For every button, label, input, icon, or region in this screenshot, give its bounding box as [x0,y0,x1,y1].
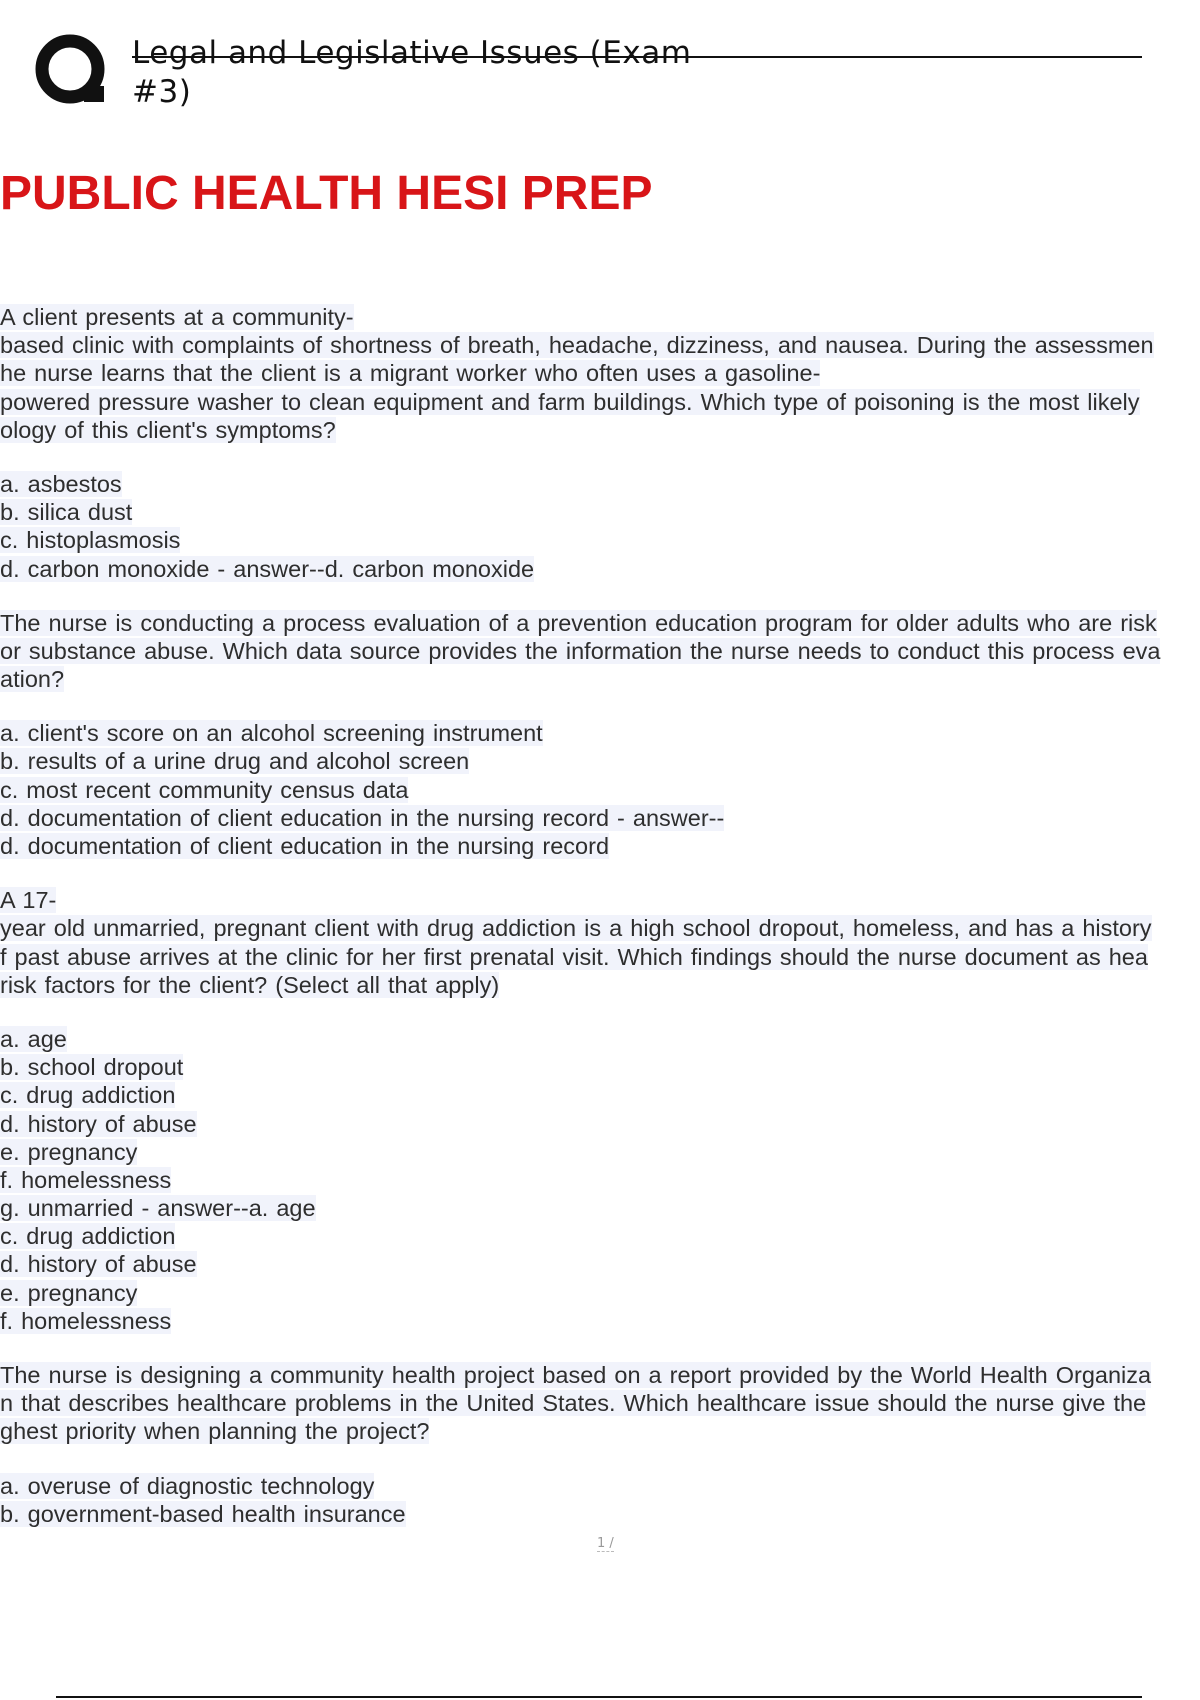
option-line-text: a. asbestos [0,470,122,497]
option-line-text: e. pregnancy [0,1138,138,1165]
answer-options [0,719,1200,860]
option-line-text: a. overuse of diagnostic technology [0,1472,375,1499]
header-title: Legal and Legislative Issues (Exam #3) [132,35,692,110]
question-line-text: risk factors for the client? (Select all that apply) [0,971,500,998]
question-line [0,1389,1200,1417]
question-line-text: year old unmarried, pregnant client with drug addiction is a high school dropout, homeless, and has a history [0,915,1152,942]
question-line-text: A client presents at a community- [0,304,354,330]
option-line [0,804,1200,832]
option-line [0,747,1200,775]
option-line [0,1025,1200,1053]
q-logo-icon [34,32,110,108]
option-line-text: d. history of abuse [0,1251,197,1278]
question-line-text: The nurse is conducting a process evaluation of a prevention education program for older adults who are risk [0,609,1157,636]
option-line [0,498,1200,526]
answer-options [0,470,1200,583]
option-line-text: a. client's score on an alcohol screening instrument [0,720,543,747]
option-line [0,1166,1200,1194]
option-line [0,1279,1200,1307]
question-line [0,388,1200,416]
option-line-text: b. results of a urine drug and alcohol screen [0,748,470,775]
question-line [0,1417,1200,1445]
option-line [0,1194,1200,1222]
option-line [0,1081,1200,1109]
footer-rule [56,1696,1142,1698]
option-line-text: d. documentation of client education in the nursing record - answer-- [0,804,725,831]
question-line-text: ology of this client's symptoms? [0,416,336,443]
question-line [0,416,1200,444]
question-line [0,609,1200,637]
question-line [0,1361,1200,1389]
question-line-text: n that describes healthcare problems in the United States. Which healthcare issue should the nurse give the [0,1390,1147,1417]
question-list [0,303,1200,1554]
question-line-text: or substance abuse. Which data source provides the information the nurse needs to conduct this process eva [0,637,1161,664]
option-line-text: g. unmarried - answer--a. age [0,1195,316,1222]
option-line-text: b. government-based health insurance [0,1500,406,1527]
question-line-text: powered pressure washer to clean equipment and farm buildings. Which type of poisoning is the most likely [0,388,1140,415]
option-line-text: d. carbon monoxide - answer--d. carbon monoxide [0,555,535,582]
option-line [0,776,1200,804]
option-line-text: e. pregnancy [0,1279,138,1306]
question-line-text: based clinic with complaints of shortness of breath, headache, dizziness, and nausea. During the assessmen [0,332,1154,359]
question-line-text: The nurse is designing a community health project based on a report provided by the World Health Organiza [0,1362,1152,1388]
question-line-text: ghest priority when planning the project? [0,1418,430,1445]
option-line [0,719,1200,747]
question-text [0,886,1200,999]
option-line [0,1222,1200,1250]
question-line [0,359,1200,387]
option-line [0,1250,1200,1278]
option-line-text: c. drug addiction [0,1223,176,1250]
document-title: PUBLIC HEALTH HESI PREP [0,167,653,220]
option-line [0,1053,1200,1081]
option-line [0,1472,1200,1500]
option-line-text: a. age [0,1025,67,1052]
question-line [0,303,1200,331]
option-line-text: d. documentation of client education in the nursing record [0,833,610,859]
option-line [0,470,1200,498]
option-line [0,832,1200,860]
option-line-text: b. school dropout [0,1054,184,1081]
question-text [0,609,1200,694]
question-text [0,303,1200,444]
option-line-text: f. homelessness [0,1166,172,1193]
question-line [0,886,1200,914]
option-line [0,1307,1200,1335]
option-line [0,1500,1200,1528]
page-number: 1 / [597,1536,614,1551]
option-line-text: b. silica dust [0,499,133,526]
question-line [0,665,1200,693]
option-line [0,555,1200,583]
option-line-text: c. histoplasmosis [0,527,181,554]
answer-options [0,1472,1200,1528]
question-line [0,971,1200,999]
option-line [0,526,1200,554]
question-text [0,1361,1200,1446]
answer-options [0,1025,1200,1335]
option-line-text: c. drug addiction [0,1082,176,1109]
document-header [0,0,1200,120]
option-line-text: f. homelessness [0,1307,172,1334]
question-line [0,331,1200,359]
question-line [0,914,1200,942]
question-line [0,637,1200,665]
question-line-text: he nurse learns that the client is a migrant worker who often uses a gasoline- [0,360,821,387]
option-line-text: d. history of abuse [0,1110,197,1137]
question-line-text: f past abuse arrives at the clinic for her first prenatal visit. Which findings should the nurse document as hea [0,943,1148,970]
question-line [0,943,1200,971]
question-line-text: A 17- [0,887,57,914]
option-line-text: c. most recent community census data [0,776,409,803]
option-line [0,1138,1200,1166]
option-line [0,1110,1200,1138]
question-line-text: ation? [0,666,65,693]
